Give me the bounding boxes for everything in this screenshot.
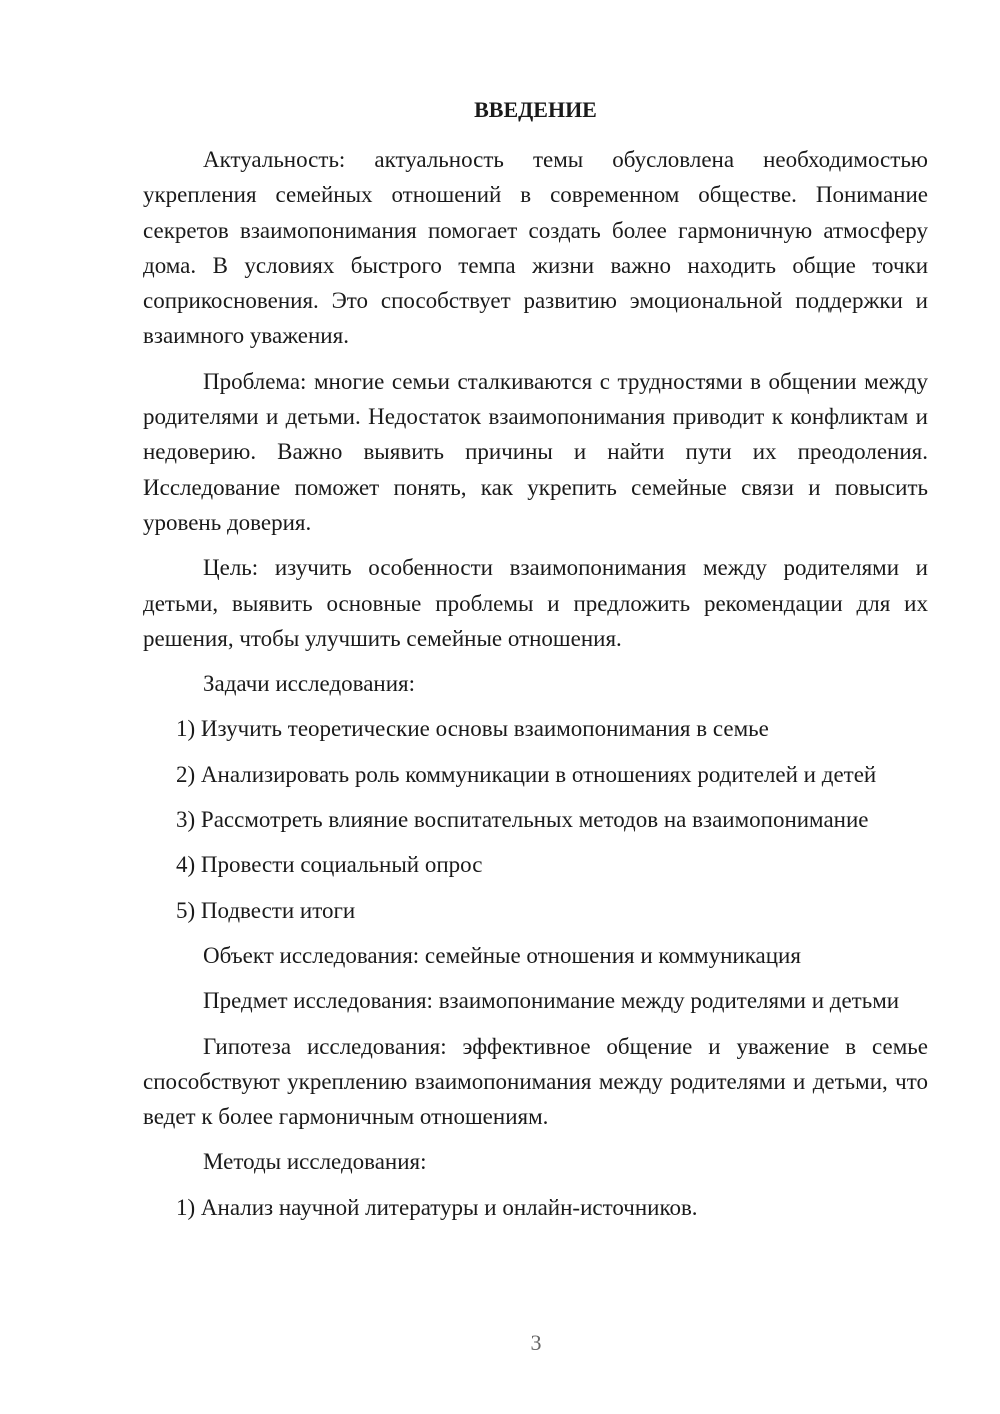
methods-heading: Методы исследования: bbox=[203, 1149, 427, 1175]
paragraph-relevance: Актуальность: актуальность темы обусловлена необходимостью укрепления семейных отношений в современном обществе. Понимание секретов взаимопонимания помогает создать более гармоничную атмосферу дома. В условиях быстрого темпа жизни важно находить общие точки соприкосновения. Это способствует развитию эмоциональной поддержки и взаимного уважения. bbox=[143, 147, 928, 349]
document-page bbox=[143, 92, 928, 1235]
task-item-2: 2) Анализировать роль коммуникации в отношениях родителей и детей bbox=[176, 761, 877, 787]
page-number: 3 bbox=[530, 1330, 542, 1355]
task-item-5: 5) Подвести итоги bbox=[176, 897, 356, 923]
paragraph-hypothesis: Гипотеза исследования: эффективное общение и уважение в семье способствуют укреплению взаимопонимания между родителями и детьми, что ведет к более гармоничным отношениям. bbox=[143, 1033, 928, 1130]
task-item-1: 1) Изучить теоретические основы взаимопонимания в семье bbox=[176, 716, 769, 742]
paragraph-problem: Проблема: многие семьи сталкиваются с трудностями в общении между родителями и детьми. Недостаток взаимопонимания приводит к конфликтам и недоверию. Важно выявить причины и найти пути их преодоления. Исследование поможет понять, как укрепить семейные связи и повысить уровень доверия. bbox=[143, 368, 928, 535]
section-title: ВВЕДЕНИЕ bbox=[474, 97, 597, 122]
paragraph-goal: Цель: изучить особенности взаимопонимания между родителями и детьми, выявить основные проблемы и предложить рекомендации для их решения, чтобы улучшить семейные отношения. bbox=[143, 555, 928, 651]
method-item-1: 1) Анализ научной литературы и онлайн-источников. bbox=[176, 1194, 698, 1220]
paragraph-object: Объект исследования: семейные отношения и коммуникация bbox=[203, 942, 801, 968]
task-item-3: 3) Рассмотреть влияние воспитательных методов на взаимопонимание bbox=[176, 807, 869, 833]
paragraph-subject: Предмет исследования: взаимопонимание между родителями и детьми bbox=[203, 988, 900, 1014]
tasks-heading: Задачи исследования: bbox=[203, 671, 416, 697]
task-item-4: 4) Провести социальный опрос bbox=[176, 852, 483, 878]
